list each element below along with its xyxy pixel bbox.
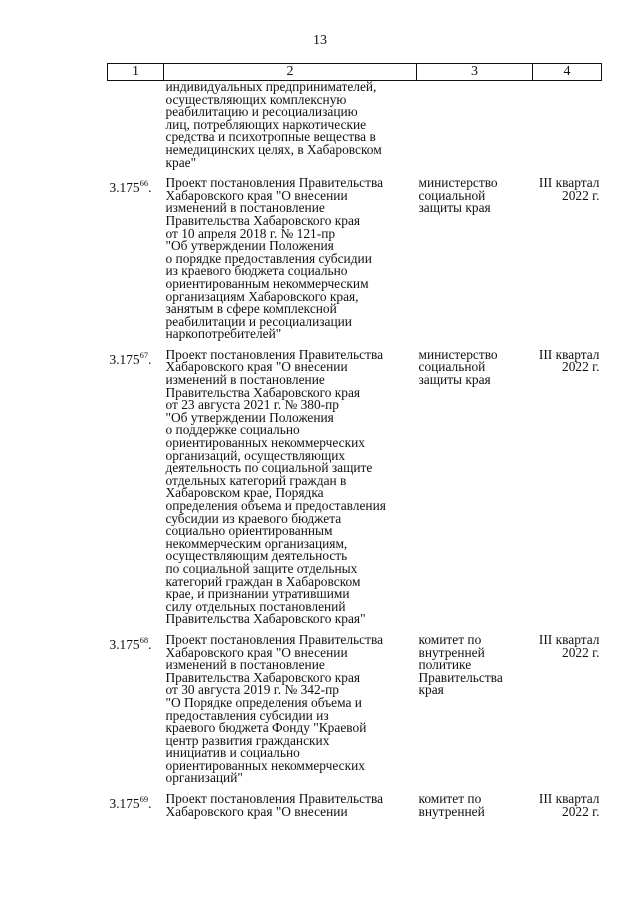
- continued-text: индивидуальных предпринимателей, осуществляющих комплексную реабилитацию и ресоциализацию лиц, потребляющих наркотические средства и психотропные вещества в немедицинских целях, в Хабаровском крае": [165, 79, 382, 170]
- responsible-body: комитет по внутренней политике Правительства края: [418, 631, 503, 698]
- deadline: III квартал 2022 г.: [538, 631, 600, 660]
- item-number: 3.175$^{68}$.: [109, 634, 152, 652]
- table-row: [108, 341, 602, 626]
- item-number: 3.175$^{66}$.: [109, 178, 152, 196]
- item-description: Проект постановления Правительства Хабаровского края "О внесении: [165, 791, 384, 819]
- continued-row: [108, 81, 602, 170]
- item-number: 3.175$^{67}$.: [109, 349, 152, 367]
- column-header: 2: [164, 64, 417, 81]
- column-header: 4: [533, 64, 602, 81]
- deadline: III квартал 2022 г.: [538, 175, 600, 203]
- page-number: 13: [313, 33, 327, 48]
- item-number: 3.175$^{69}$.: [109, 794, 152, 812]
- item-description: Проект постановления Правительства Хабаровского края "О внесении изменений в постановление Правительства Хабаровского края от 23 августа 2021 г. № 380-пр "Об утверждении Положения о поддержке социально ориентированных некоммерческих организаций, осуществляющих деятельность по социальной защите отдельных категорий граждан в Хабаровском крае, Порядка определения объема и предоставления субсидии из краевого бюджета социально ориентированным некоммерческим организациям, осуществляющим деятельность по социальной защите отдельных категорий граждан в Хабаровском крае, и признании утратившими силу отдельных постановлений Правительства Хабаровского края": [165, 346, 386, 627]
- deadline: III квартал 2022 г.: [538, 346, 600, 375]
- deadline: III квартал 2022 г.: [538, 791, 600, 819]
- responsible-body: министерство социальной защиты края: [418, 175, 498, 216]
- column-header: 1: [108, 64, 164, 81]
- column-header: 3: [417, 64, 533, 81]
- table-row: [108, 626, 602, 785]
- item-description: Проект постановления Правительства Хабаровского края "О внесении изменений в постановление Правительства Хабаровского края от 30 августа 2019 г. № 342-пр "О Порядке определения объема и предоставления субсидии из краевого бюджета Фонду "Краевой центр развития гражданских инициатив и социально ориентированных некоммерческих организаций": [165, 631, 384, 786]
- table-header: [108, 64, 602, 81]
- table-row: [108, 785, 602, 818]
- responsible-body: министерство социальной защиты края: [418, 346, 498, 388]
- responsible-body: комитет по внутренней: [418, 791, 485, 819]
- item-description: Проект постановления Правительства Хабаровского края "О внесении изменений в постановление Правительства Хабаровского края от 10 апреля 2018 г. № 121-пр "Об утверждении Положения о порядке предоставления субсидии из краевого бюджета социально ориентированным некоммерческим организациям Хабаровского края, занятым в сфере комплексной реабилитации и ресоциализации наркопотребителей": [165, 175, 384, 342]
- plan-table: [107, 63, 602, 818]
- table-row: [108, 169, 602, 341]
